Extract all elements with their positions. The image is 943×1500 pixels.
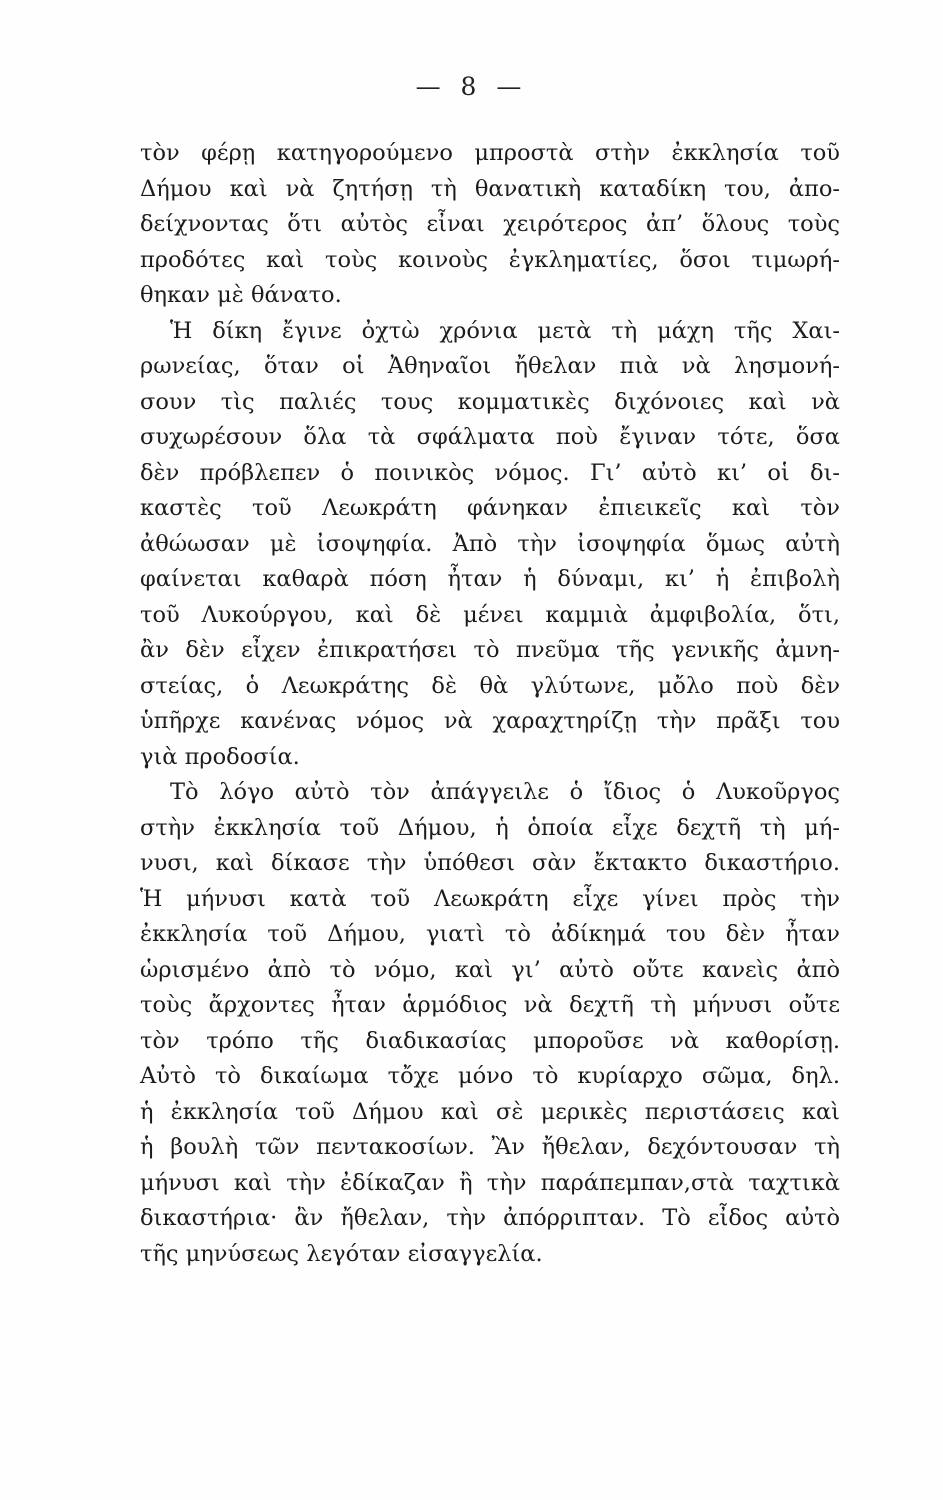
body-text <box>140 136 840 1272</box>
text-line: θηκαν μὲ θάνατο. <box>140 282 342 308</box>
text-line: συχωρέσουν ὅλα τὰ σφάλματα ποὺ ἔγιναν τότε, ὅσα <box>140 424 840 450</box>
text-line: δικαστήρια· ἂν ἤθελαν, τὴν ἀπόρριπταν. Τὸ εἶδος αὐτὸ <box>140 1205 840 1231</box>
text-line: μήνυσι καὶ τὴν ἐδίκαζαν ἢ τὴν παράπεμπαν,στὰ ταχτικὰ <box>140 1169 840 1196</box>
text-line: σουν τὶς παλιές τους κομματικὲς διχόνοιες καὶ νὰ <box>140 388 840 415</box>
text-line: ἂν δὲν εἶχεν ἐπικρατήσει τὸ πνεῦμα τῆς γενικῆς ἀμνη- <box>140 637 840 663</box>
text-line: στείας, ὁ Λεωκράτης δὲ θὰ γλύτωνε, μὄλο ποὺ δὲν <box>140 672 840 699</box>
text-line: τὸν τρόπο τῆς διαδικασίας μποροῦσε νὰ καθορίσῃ. <box>140 1027 840 1054</box>
page-number: — 8 — <box>415 72 528 101</box>
text-line: γιὰ προδοσία. <box>140 743 300 770</box>
text-line: καστὲς τοῦ Λεωκράτη φάνηκαν ἐπιεικεῖς καὶ τὸν <box>140 495 840 521</box>
text-line: δείχνοντας ὅτι αὐτὸς εἶναι χειρότερος ἀπ’ ὅλους τοὺς <box>140 211 840 237</box>
text-line: Τὸ λόγο αὐτὸ τὸν ἀπάγγειλε ὁ ἴδιος ὁ Λυκοῦργος <box>170 779 840 805</box>
text-line: ἐκκλησία τοῦ Δήμου, γιατὶ τὸ ἀδίκημά του δὲν ἦταν <box>140 921 840 947</box>
text-line: προδότες καὶ τοὺς κοινοὺς ἐγκληματίες, ὅσοι τιμωρή- <box>140 246 840 273</box>
text-line: ἡ βουλὴ τῶν πεντακοσίων. Ἂν ἤθελαν, δεχόντουσαν τὴ <box>140 1134 840 1160</box>
text-line: δὲν πρόβλεπεν ὁ ποινικὸς νόμος. Γι’ αὐτὸ κι’ οἱ δι- <box>140 459 840 486</box>
text-line: στὴν ἐκκλησία τοῦ Δήμου, ἡ ὁποία εἶχε δεχτῆ τὴ μή- <box>140 814 840 841</box>
text-line: Ἡ δίκη ἔγινε ὀχτὼ χρόνια μετὰ τὴ μάχη τῆς Χαι- <box>170 317 840 344</box>
text-line: τὸν φέρῃ κατηγορούμενο μπροστὰ στὴν ἐκκλησία τοῦ <box>140 140 840 166</box>
text-line: τῆς μηνύσεως λεγόταν εἰσαγγελία. <box>140 1240 543 1267</box>
text-line: Δήμου καὶ νὰ ζητήσῃ τὴ θανατικὴ καταδίκη του, ἀπο- <box>140 175 840 202</box>
text-line: ἡ ἐκκλησία τοῦ Δήμου καὶ σὲ μερικὲς περιστάσεις καὶ <box>140 1098 840 1125</box>
text-line: τοὺς ἄρχοντες ἦταν ἁρμόδιος νὰ δεχτῆ τὴ μήνυσι οὔτε <box>140 992 840 1018</box>
text-line: νυσι, καὶ δίκασε τὴν ὑπόθεσι σὰν ἔκτακτο δικαστήριο. <box>140 850 840 876</box>
text-line: ρωνείας, ὅταν οἱ Ἀθηναῖοι ἤθελαν πιὰ νὰ λησμονή- <box>140 353 840 379</box>
text-line: ἀθώωσαν μὲ ἰσοψηφία. Ἀπὸ τὴν ἰσοψηφία ὅμως αὐτὴ <box>140 530 840 557</box>
text-line: Αὐτὸ τὸ δικαίωμα τὄχε μόνο τὸ κυρίαρχο σῶμα, δηλ. <box>140 1063 840 1089</box>
text-line: φαίνεται καθαρὰ πόση ἦταν ἡ δύναμι, κι’ ἡ ἐπιβολὴ <box>140 566 840 592</box>
text-line: ὑπῆρχε κανένας νόμος νὰ χαραχτηρίζῃ τὴν πρᾶξι του <box>140 708 840 734</box>
text-line: ὡρισμένο ἀπὸ τὸ νόμο, καὶ γι’ αὐτὸ οὔτε κανεὶς ἀπὸ <box>140 956 840 983</box>
text-line: Ἡ μήνυσι κατὰ τοῦ Λεωκράτη εἶχε γίνει πρὸς τὴν <box>140 885 840 912</box>
text-line: τοῦ Λυκούργου, καὶ δὲ μένει καμμιὰ ἀμφιβολία, ὅτι, <box>140 601 840 628</box>
